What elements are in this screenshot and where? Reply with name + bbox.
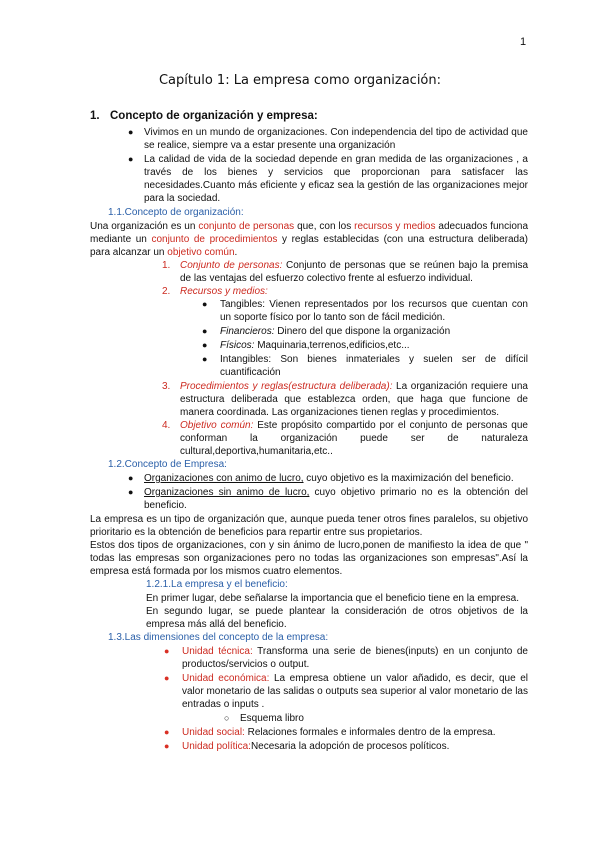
dimension-item (90, 645, 528, 671)
resource-item (90, 325, 528, 338)
def-text: . (234, 247, 238, 258)
company-paragraph: La empresa es un tipo de organización que, aunque pueda tener otros fines paralelos, su objetivo prioritario es la obtención de beneficios para repartir entre sus propietarios. (90, 514, 528, 538)
benefit-paragraph: En segundo lugar, se puede plantear la consideración de otros objetivos de la empresa más allá del beneficio. (146, 606, 528, 630)
def-highlight: objetivo común (167, 247, 235, 258)
intro-bullet: ● La calidad de vida de la sociedad depende en gran medida de las organizaciones , a través de los bienes y servicios que proporcionan para satisfacer las necesidades.Cuanto más eficiente y eficaz sea la gestión de las organizaciones mejor para la sociedad. (90, 153, 528, 205)
dimension-label: Unidad técnica: (182, 646, 253, 657)
element-text: Conjunto de personas que se reúnen bajo la premisa de las ventajas del esfuerzo colectivo frente al esfuerzo individual. (180, 260, 528, 284)
resource-text: Son bienes inmateriales y suelen ser de difícil cuantificación (220, 354, 528, 378)
resource-text: Dinero del que dispone la organización (274, 326, 451, 337)
company-type-label: Organizaciones sin animo de lucro, (144, 487, 310, 498)
element-text: Este propósito compartido por el conjunto de personas que conforman la organización puede ser de naturaleza cultural,deportiva,humanitaria,etc.. (180, 420, 528, 457)
dimension-item (90, 740, 528, 753)
dimension-subitem: ○ Esquema libro (90, 712, 528, 725)
company-type-text: cuyo objetivo primario no es la obtención del beneficio. (144, 487, 528, 511)
subsection-1-2-1-title: 1.2.1.La empresa y el beneficio: (146, 579, 288, 590)
resource-item (90, 298, 528, 324)
def-text: que, con los (294, 221, 355, 232)
company-type-label: Organizaciones con animo de lucro, (144, 473, 304, 484)
dimension-text: Necesaria la adopción de procesos políticos. (250, 741, 450, 752)
page-number: 1 (520, 36, 527, 48)
def-highlight: conjunto de personas (198, 221, 295, 232)
dimension-text: Transforma una serie de bienes(inputs) en un conjunto de productos/servicios o output. (182, 646, 528, 670)
element-label: Procedimientos y reglas(estructura deliberada): (180, 381, 393, 392)
dimension-item (90, 672, 528, 711)
element-label: Objetivo común: (180, 420, 254, 431)
section-1-number: 1. (90, 110, 100, 122)
company-type-bullet (90, 486, 528, 512)
def-text: y reglas establecidas (con una estructura deliberada) para alcanzar un (90, 234, 528, 258)
element-item (90, 285, 528, 298)
dimension-label: Unidad económica: (182, 673, 270, 684)
intro-bullet: ● Vivimos en un mundo de organizaciones. Con independencia del tipo de actividad que se realice, siempre va a estar presente una organización (90, 126, 528, 152)
subsection-1-2-title: 1.2.Concepto de Empresa: (108, 459, 227, 470)
def-text: adecuados funciona mediante un (90, 221, 529, 245)
element-item (90, 259, 528, 285)
element-number: 3. (162, 381, 171, 392)
def-highlight: conjunto de procedimientos (151, 234, 278, 245)
company-type-bullet (90, 472, 528, 485)
dimension-label: Unidad política: (182, 741, 251, 752)
resource-label: Físicos: (220, 340, 255, 351)
dimension-text: Relaciones formales e informales dentro de la empresa. (244, 727, 496, 738)
element-number: 2. (162, 286, 171, 297)
element-text: La organización requiere una estructura deliberada que establezca orden, que haga que funcione de manera coordinada. Las organizaciones tienen reglas y procedimientos. (180, 381, 528, 418)
resource-text: Maquinaria,terrenos,edificios,etc... (254, 340, 410, 351)
resource-label: Tangibles: (220, 299, 266, 310)
resource-item (90, 353, 528, 379)
subsection-1-1-title: 1.1.Concepto de organización: (108, 207, 244, 218)
element-item (90, 419, 528, 458)
section-1-title: Concepto de organización y empresa: (110, 110, 318, 122)
resource-label: Intangibles: (220, 354, 272, 365)
company-type-text: cuyo objetivo es la maximización del beneficio. (303, 473, 514, 484)
subsection-1-3-title: 1.3.Las dimensiones del concepto de la empresa: (108, 632, 329, 643)
resource-item (90, 339, 528, 352)
dimension-text: La empresa obtiene un valor añadido, es decir, que el valor monetario de las salidas o outputs sea superior al valor monetario de las entradas o inputs . (182, 673, 529, 710)
def-highlight: recursos y medios (354, 221, 436, 232)
element-label: Recursos y medios: (180, 286, 268, 297)
element-label: Conjunto de personas: (180, 260, 283, 271)
organization-definition (90, 220, 528, 259)
dimension-item (90, 726, 528, 739)
element-number: 1. (162, 260, 171, 271)
section-1-heading (90, 108, 528, 124)
def-text: Una organización es un (90, 221, 199, 232)
dimension-label: Unidad social: (182, 727, 245, 738)
element-number: 4. (162, 420, 171, 431)
benefit-paragraph: En primer lugar, debe señalarse la importancia que el beneficio tiene en la empresa. (146, 593, 519, 604)
document-body (90, 108, 528, 754)
chapter-title: Capítulo 1: La empresa como organización: (158, 73, 442, 88)
element-item (90, 380, 528, 419)
resource-text: Vienen representados por los recursos que cuentan con un soporte físico por lo tanto son de fácil medición. (220, 299, 528, 323)
resource-label: Financieros: (220, 326, 275, 337)
company-paragraph: Estos dos tipos de organizaciones, con y sin ánimo de lucro,ponen de manifiesto la idea de que " todas las empresas son organizaciones pero no todas las organizaciones son empresas".Así la empresa está formada por los mismos cuatro elementos. (90, 540, 528, 577)
